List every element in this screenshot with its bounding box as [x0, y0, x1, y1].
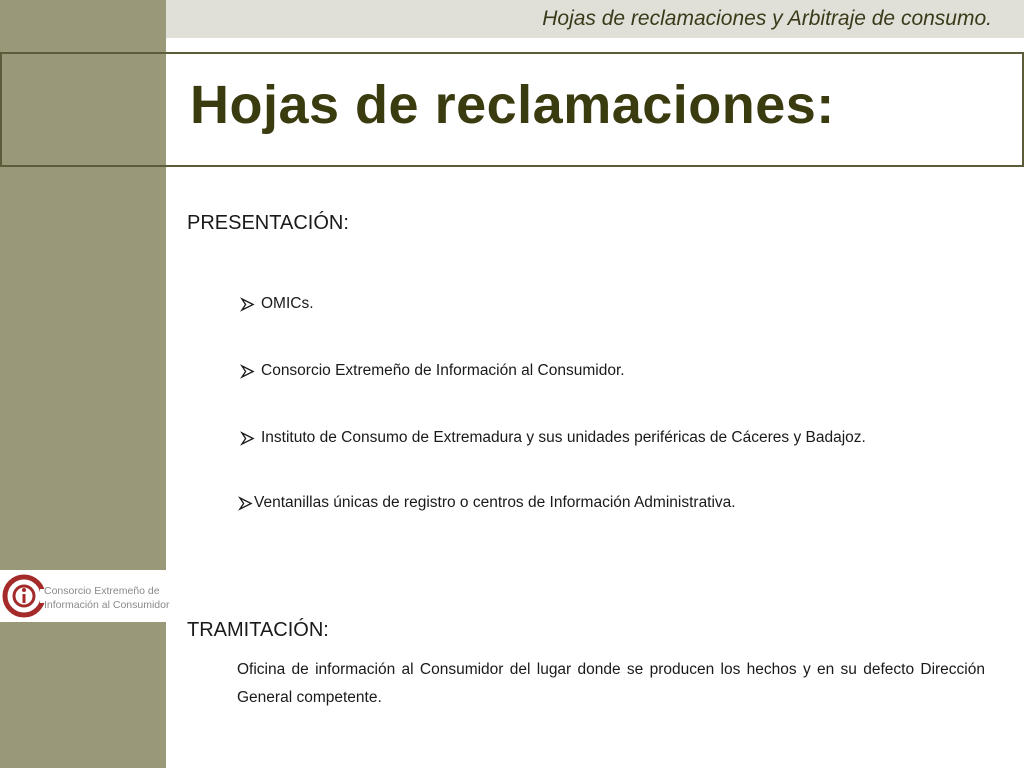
- list-item-text: Ventanillas únicas de registro o centros de Información Administrativa.: [254, 494, 736, 511]
- arrow-bullet-icon: [240, 297, 255, 312]
- arrow-bullet-icon: [240, 431, 255, 446]
- logo-text-line1: Consorcio Extremeño de: [44, 585, 160, 597]
- tramitacion-text: Oficina de información al Consumidor del lugar donde se producen los hechos y en su defecto Dirección General competente.: [237, 661, 985, 706]
- list-item-text: OMICs.: [261, 295, 314, 312]
- list-item: [238, 494, 736, 512]
- list-item: [240, 362, 625, 380]
- header-subtitle: Hojas de reclamaciones y Arbitraje de consumo.: [542, 7, 992, 30]
- presentacion-heading: PRESENTACIÓN:: [187, 212, 349, 234]
- info-logo-icon: [2, 571, 46, 621]
- consorcio-logo: [0, 570, 170, 622]
- arrow-bullet-icon: [240, 364, 255, 379]
- list-item: [240, 295, 314, 313]
- header-bar: [166, 0, 1024, 38]
- logo-text-line2: Información al Consumidor: [44, 599, 170, 611]
- slide-title: Hojas de reclamaciones:: [190, 75, 835, 135]
- tramitacion-heading: TRAMITACIÓN:: [187, 619, 329, 641]
- list-item-text: Instituto de Consumo de Extremadura y sus unidades periféricas de Cáceres y Badajoz.: [261, 429, 866, 446]
- list-item-text: Consorcio Extremeño de Información al Consumidor.: [261, 362, 625, 379]
- list-item: [240, 429, 866, 447]
- arrow-bullet-icon: [238, 496, 253, 511]
